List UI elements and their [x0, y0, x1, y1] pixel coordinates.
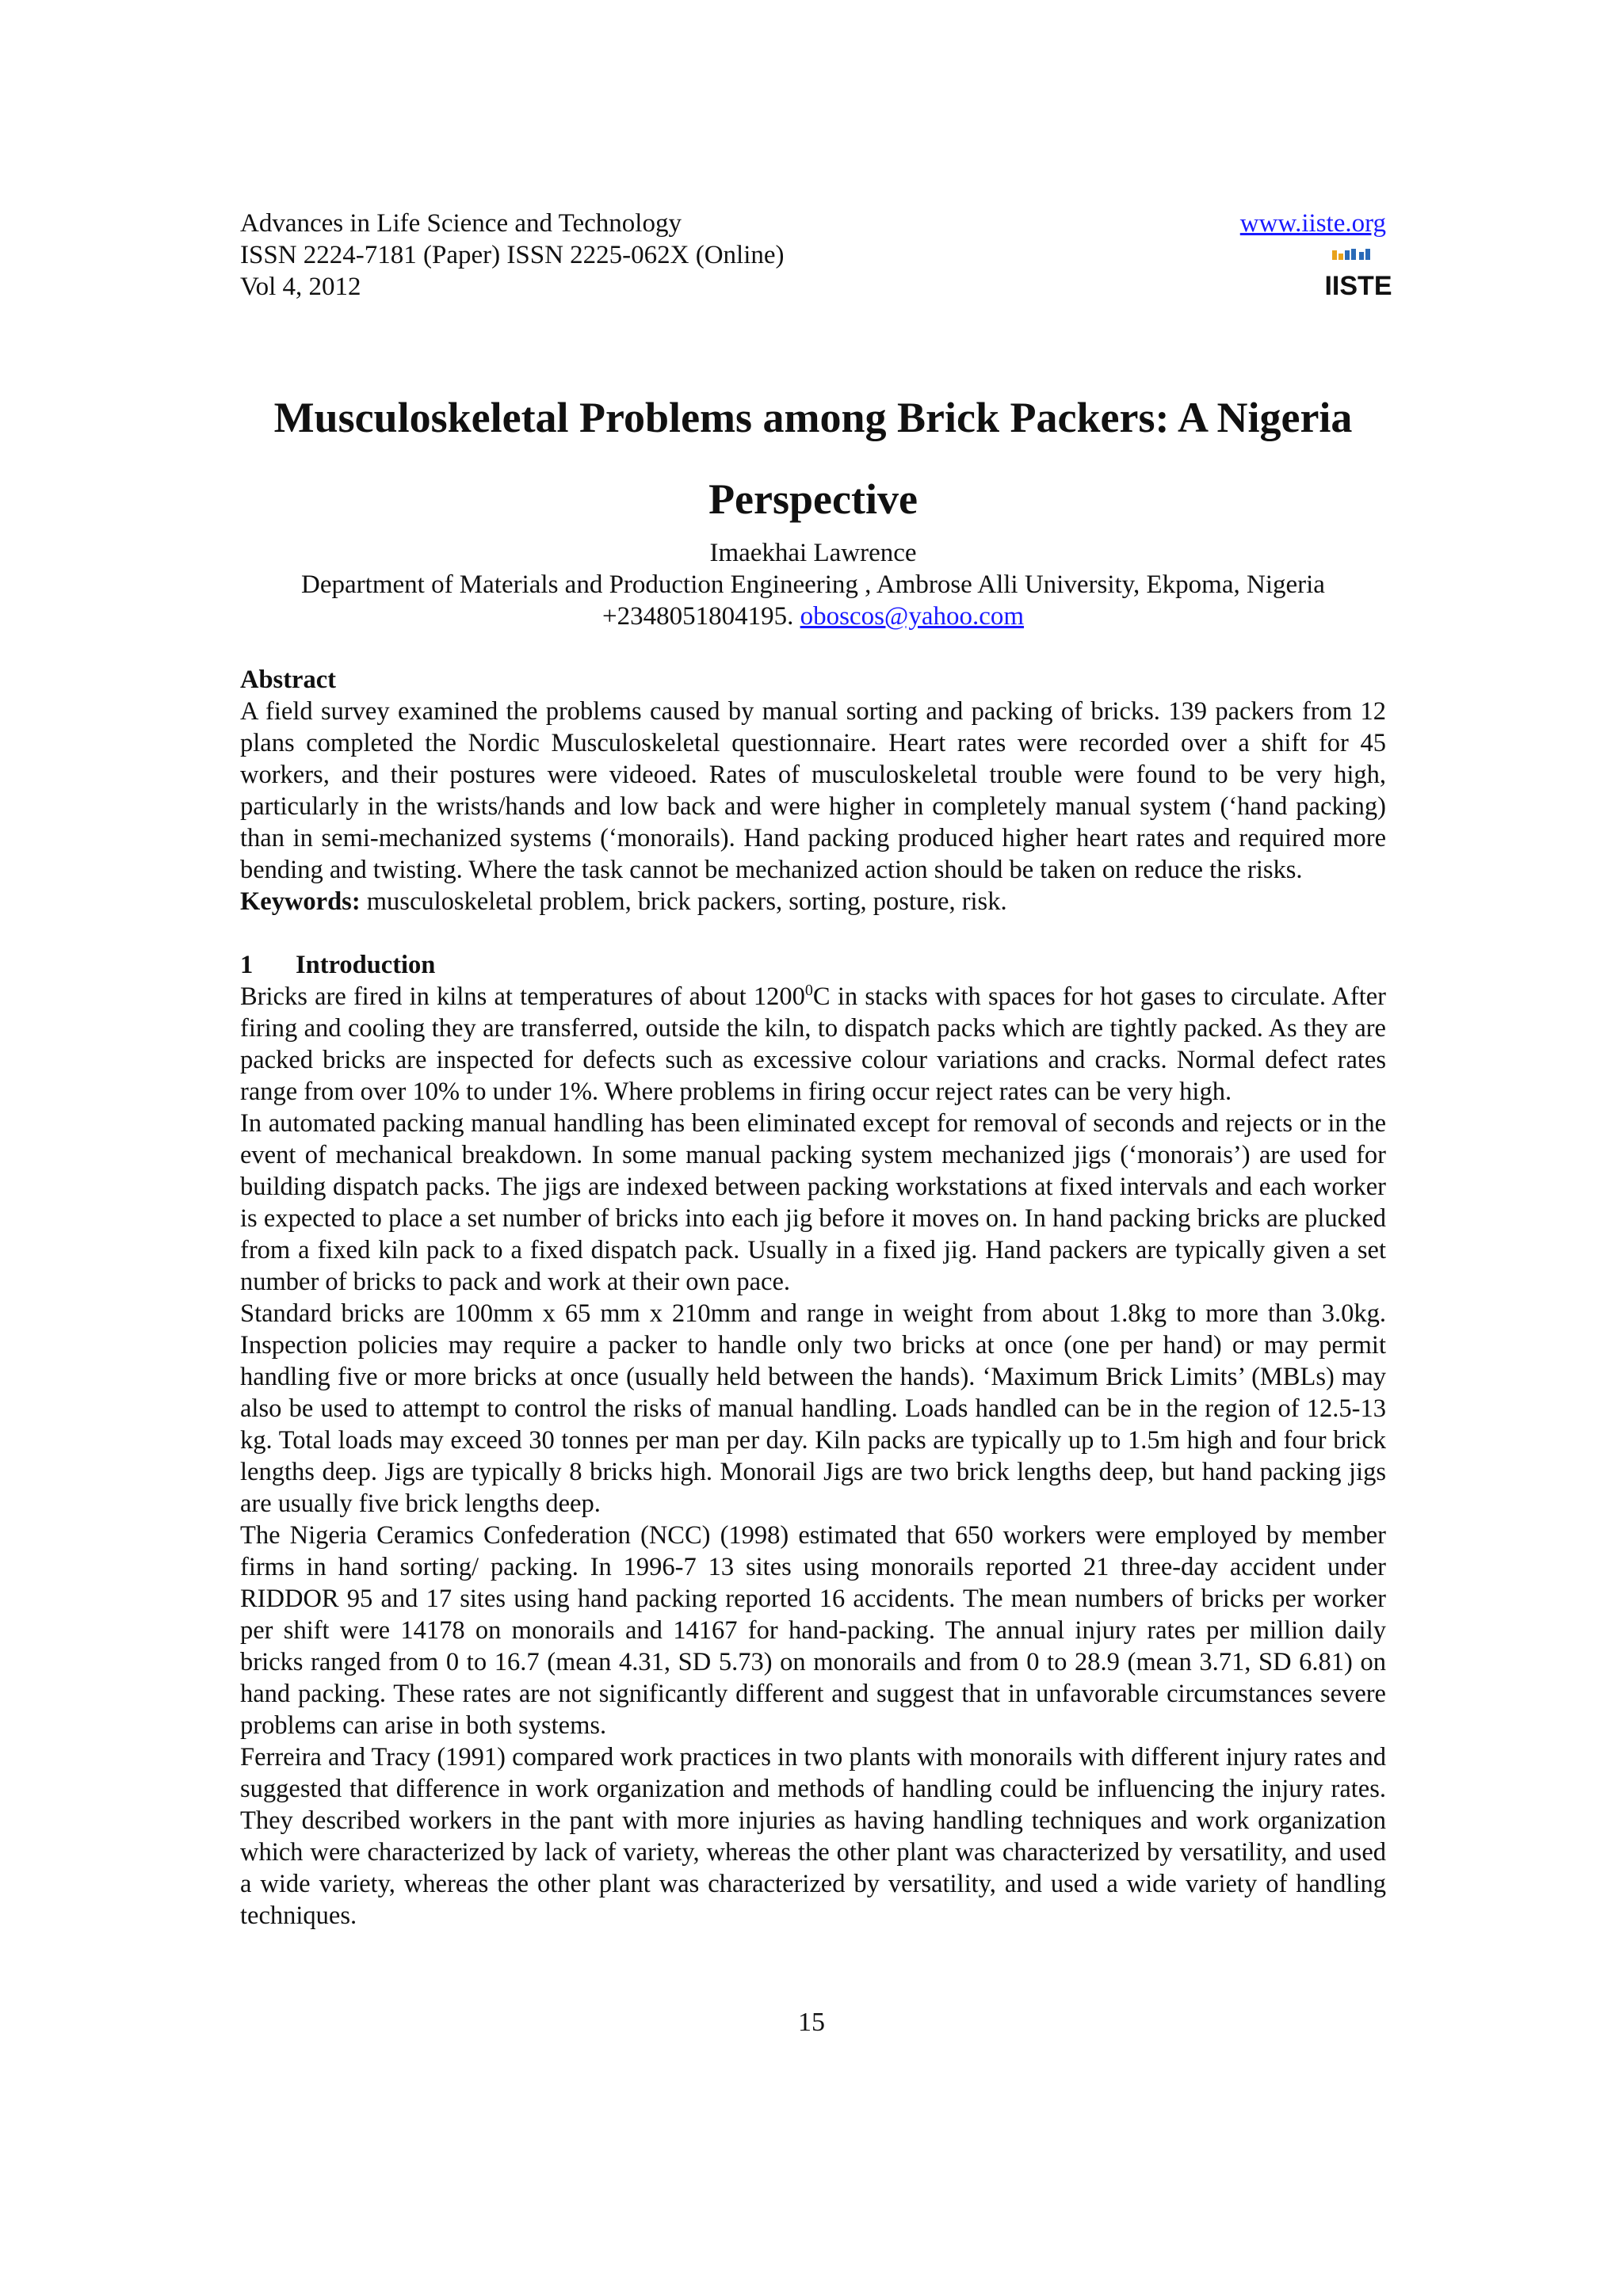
author-contact — [240, 601, 1386, 632]
intro-paragraph-4: The Nigeria Ceramics Confederation (NCC) (1998) estimated that 650 workers were employed by member firms in hand sorting/ packing. In 1996-7 13 sites using monorails reported 21 three-day accident under RIDDOR 95 and 17 sites using hand packing reported 16 accidents. The mean numbers of bricks per worker per shift were 14178 on monorails and 14167 for hand-packing. The annual injury rates per million daily bricks ranged from 0 to 16.7 (mean 4.31, SD 5.73) on monorails and from 0 to 28.9 (mean 3.71, SD 6.81) on hand packing. These rates are not significantly different and suggest that in unfavorable circumstances severe problems can arise in both systems. — [240, 1521, 1386, 1740]
intro-paragraph-3: Standard bricks are 100mm x 65 mm x 210mm and range in weight from about 1.8kg to more than 3.0kg. Inspection policies may require a packer to handle only two bricks at once (one per hand) or may permit handling five or more bricks at once (usually held between the hands). ‘Maximum Brick Limits’ (MBLs) may also be used to attempt to control the risks of manual handling. Loads handled can be in the region of 12.5-13 kg. Total loads may exceed 30 tonnes per man per day. Kiln packs are typically up to 1.5m high and four brick lengths deep. Jigs are typically 8 bricks high. Monorail Jigs are two brick lengths deep, but hand packing jigs are usually five brick lengths deep. — [240, 1299, 1386, 1518]
website-link[interactable]: www.iiste.org — [1239, 209, 1386, 238]
author-name: Imaekhai Lawrence — [709, 539, 917, 567]
abstract-heading: Abstract — [240, 666, 336, 694]
logo-text: IISTE — [1324, 271, 1392, 301]
journal-issn: ISSN 2224-7181 (Paper) ISSN 2225-062X (Online) — [240, 241, 785, 269]
section-heading-introduction — [240, 949, 1386, 981]
keywords-label: Keywords: — [240, 887, 361, 916]
keywords — [240, 886, 1386, 917]
section-number: 1 — [240, 951, 254, 979]
intro-p1-text-b: C in stacks with spaces for hot gases to circulate. After firing and cooling they are transferred, outside the kiln, to dispatch packs which are tightly packed. As they are packed bricks are inspected for defects such as excessive colour variations and cracks. Normal defect rates range from over 10% to under 1%. Where problems in firing occur reject rates can be very high. — [240, 982, 1386, 1106]
intro-paragraph-2: In automated packing manual handling has been eliminated except for removal of seconds and rejects or in the event of mechanical breakdown. In some manual packing system mechanized jigs (‘monorais’) are used for building dispatch packs. The jigs are indexed between packing workstations at fixed intervals and each worker is expected to place a set number of bricks into each jig before it moves on. In hand packing bricks are plucked from a fixed kiln pack to a fixed dispatch pack. Usually in a fixed jig. Hand packers are typically given a set number of bricks to pack and work at their own pace. — [240, 1109, 1386, 1296]
author-phone: +2348051804195. — [601, 602, 794, 631]
intro-paragraph-5: Ferreira and Tracy (1991) compared work practices in two plants with monorails with different injury rates and suggested that difference in work organization and methods of handling could be influencing the injury rates. They described workers in the pant with more injuries as having handling techniques and work organization which were characterized by lack of variety, whereas the other plant was characterized by versatility, and used a wide variety, whereas the other plant was characterized by versatility, and used a wide variety of handling techniques. — [240, 1743, 1386, 1930]
title-line-1: Musculoskeletal Problems among Brick Packers: A Nigeria — [273, 394, 1353, 441]
author-block — [240, 537, 1386, 632]
abstract-text: A field survey examined the problems caused by manual sorting and packing of bricks. 139 packers from 12 plans completed the Nordic Musculoskeletal questionnaire. Heart rates were recorded over a shift for 45 workers, and their postures were videoed. Rates of musculoskeletal trouble were found to be very high, particularly in the wrists/hands and low back and were higher in completely manual system (‘hand packing) than in semi-mechanized systems (‘monorails). Hand packing produced higher heart rates and required more bending and twisting. Where the task cannot be mechanized action should be taken on reduce the risks. — [240, 697, 1386, 884]
intro-p1-text-a: Bricks are fired in kilns at temperatures of about 1200 — [240, 982, 805, 1011]
journal-name: Advances in Life Science and Technology — [240, 209, 682, 238]
keywords-text: musculoskeletal problem, brick packers, sorting, posture, risk. — [360, 887, 1007, 916]
paper-title — [240, 377, 1386, 540]
paper-body — [240, 664, 1386, 1932]
page-number: 15 — [798, 2008, 825, 2037]
section-title: Introduction — [296, 951, 436, 979]
journal-website-block — [1240, 208, 1386, 239]
title-line-2: Perspective — [708, 475, 918, 523]
iiste-logo-icon — [1324, 249, 1392, 301]
journal-info — [240, 208, 785, 303]
author-affiliation: Department of Materials and Production Engineering , Ambrose Alli University, Ekpoma, Nigeria — [301, 570, 1325, 599]
degree-superscript: 0 — [804, 982, 813, 1000]
journal-volume: Vol 4, 2012 — [240, 273, 361, 301]
intro-paragraph-1 — [240, 981, 1386, 1108]
author-email-link[interactable]: oboscos@yahoo.com — [800, 602, 1025, 631]
